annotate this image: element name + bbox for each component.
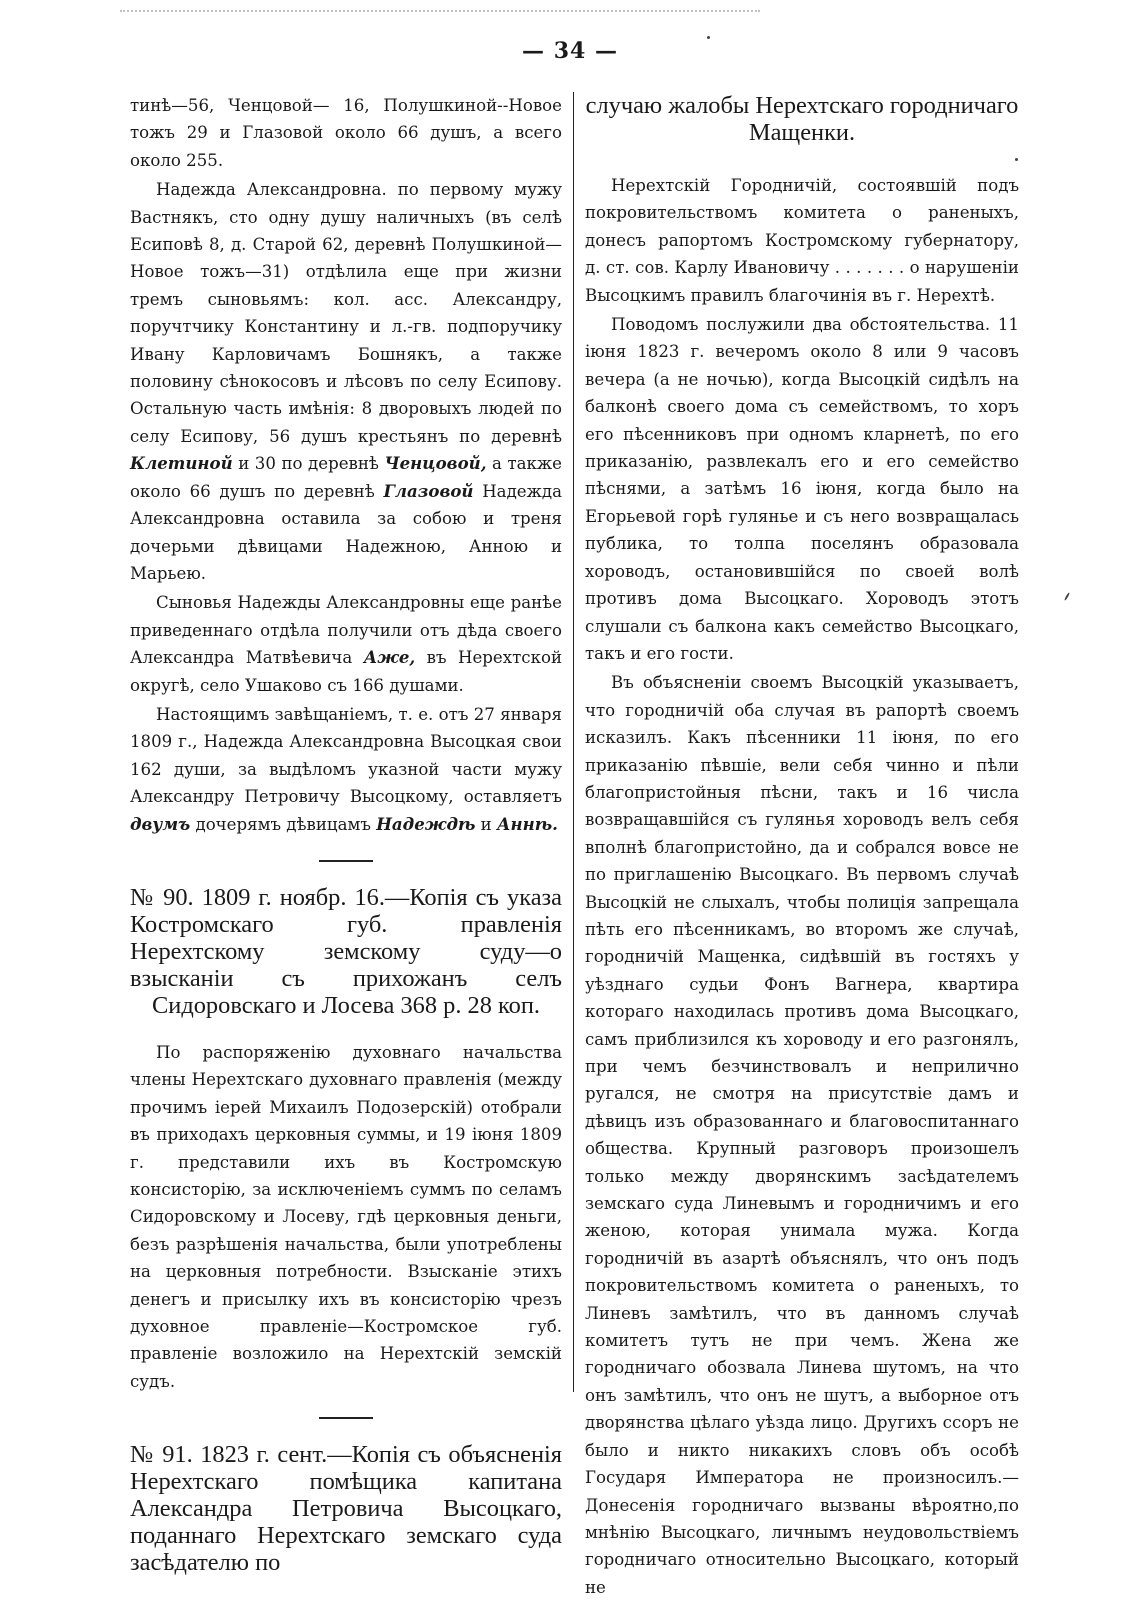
left-paragraph-5: По распоряженію духовнаго начальства члены Нерехтскаго духовнаго правленія (между прочимъ іерей Михаилъ Подозерскій) отобрали въ приходахъ церковныя суммы, и 19 іюня 1809 г. представили ихъ въ Костромскую консисторію, за исключеніемъ суммъ по селамъ Сидоровскому и Лосеву, гдѣ церковныя деньги, безъ разрѣшенія начальства, были употреблены на церковныя потребности. Взысканіе этихъ денегъ и присылку ихъ въ консисторію чрезъ духовное правленіе—Костромское губ. правленіе возложило на Нерехтскій земскій судъ. — [130, 1042, 562, 1391]
right-paragraph-2: Поводомъ послужили два обстоятельства. 11 іюня 1823 г. вечеромъ около 8 или 9 часовъ вечера (а не ночью), когда Высоцкій сидѣлъ на балконѣ своего дома съ семействомъ, то хоръ его пѣсенниковъ при одномъ кларнетѣ, по его приказанію, развлекалъ его и его семейство пѣснями, а затѣмъ 16 іюня, когда было на Егорьевой горѣ гулянье и съ него возвращалась публика, то толпа поселянъ образовала хороводъ, остановившійся по своей волѣ противъ дома Высоцкаго. Хороводъ этотъ слушали съ балкона какъ семейство Высоцкаго, такъ и его гости. — [585, 315, 1019, 663]
left-paragraph-3: Сыновья Надежды Александровны еще ранѣе приведеннаго отдѣла получили отъ дѣда своего Александра Матвѣевича Аже, въ Нерехтской округѣ, село Ушаково съ 166 душами. — [130, 593, 562, 695]
page-number: — 34 — — [522, 38, 618, 64]
section-separator — [319, 860, 373, 862]
left-paragraph-1: тинѣ—56, Ченцовой— 16, Полушкиной--Новое тожъ 29 и Глазовой около 66 душъ, а всего около 255. — [130, 96, 562, 170]
right-paragraph-1: Нерехтскій Городничій, состоявшій подъ покровительствомъ комитета о раненыхъ, донесъ рапортомъ Костромскому губернатору, д. ст. сов. Карлу Ивановичу . . . . . . . о нарушеніи Высоцкимъ правилъ благочинія въ г. Нерехтѣ. — [585, 176, 1019, 305]
left-paragraph-4: Настоящимъ завѣщаніемъ, т. е. отъ 27 января 1809 г., Надежда Александровна Высоцкая свои 162 души, за выдѣломъ указной части мужу Александру Петровичу Высоцкому, оставляетъ двумъ дочерямъ дѣвицамъ Надеждѣ и Аннѣ. — [130, 704, 562, 834]
document-91-heading: № 91. 1823 г. сент.—Копія съ объясненія Нерехтскаго помѣщика капитана Александра Петровича Высоцкаго, поданнаго Нерехтскаго земскаго суда засѣдателю по — [130, 1441, 562, 1577]
left-paragraph-2: Надежда Александровна. по первому мужу Вастнякъ, сто одну душу наличныхъ (въ селѣ Есиповѣ 8, д. Старой 62, деревнѣ Полушкиной—Новое тожъ—31) отдѣлила еще при жизни тремъ сыновьямъ: кол. асс. Александру, поручтчику Константину и л.-гв. подпоручику Ивану Карловичамъ Бошнякъ, а также половину сѣнокосовъ и лѣсовъ по селу Есипову. Остальную часть имѣнія: 8 дворовыхъ людей по селу Есипову, 56 душъ крестьянъ по деревнѣ Клетиной и 30 по деревнѣ Ченцовой, а также около 66 душъ по деревнѣ Глазовой Надежда Александровна оставила за собою и треня дочерьми дѣвицами Надежною, Анною и Марьею. — [130, 180, 562, 583]
scan-speck — [1064, 592, 1070, 601]
left-column — [130, 92, 562, 1596]
scan-speck — [1015, 158, 1018, 161]
document-91-heading-continued: случаю жалобы Нерехтскаго городничаго Мащенки. — [585, 92, 1019, 146]
section-separator — [319, 1417, 373, 1419]
right-column — [585, 92, 1019, 1601]
right-paragraph-3: Въ объясненіи своемъ Высоцкій указываетъ, что городничій оба случая въ рапортѣ своемъ исказилъ. Какъ пѣсенники 11 іюня, по его приказанію пѣвшіе, вели себя чинно и пѣли благопристойныя пѣсни, такъ и 16 числа возвращавшійся съ гулянья хороводъ велъ себя вполнѣ благопристойно, да и собрался вовсе не по приглашенію Высоцкаго. Въ первомъ случаѣ Высоцкій не слыхалъ, чтобы полиція запрещала пѣть его пѣсенникамъ, во второмъ же случаѣ, городничій Мащенка, сидѣвшій въ гостяхъ у уѣзднаго судьи Фонъ Вагнера, квартира котораго находилась противъ дома Высоцкаго, самъ приблизился къ хороводу и его разгонялъ, при чемъ безчинствовалъ и неприлично ругался, не смотря на присутствіе дамъ и дѣвицъ изъ образованнаго и благовоспитаннаго общества. Крупный разговоръ произошелъ только между дворянскимъ засѣдателемъ земскаго суда Линевымъ и городничимъ и его женою, которая унимала мужа. Когда городничій въ азартѣ объяснялъ, что онъ подъ покровительствомъ комитета о раненыхъ, то Линевъ замѣтилъ, что въ данномъ случаѣ комитетъ тутъ не при чемъ. Жена же городничаго обозвала Линева шутомъ, на что онъ замѣтилъ, что онъ не шутъ, а выборное отъ дворянства цѣлаго уѣзда лицо. Другихъ ссоръ не было и никто никакихъ словъ объ особѣ Государя Императора не произносилъ.—Донесенія городничаго вызваны вѣроятно,по мнѣнію Высоцкаго, личнымъ неудовольствіемъ городничаго относительно Высоцкаго, который не — [585, 673, 1019, 1597]
document-90-heading: № 90. 1809 г. ноябр. 16.—Копія съ указа Костромскаго губ. правленія Нерехтскому земскому суду—о взысканіи съ прихожанъ селъ Сидоровскаго и Лосева 368 р. 28 коп. — [130, 883, 562, 1019]
scan-speck — [707, 36, 710, 39]
top-edge-marks — [120, 0, 760, 12]
column-divider — [573, 92, 574, 1392]
